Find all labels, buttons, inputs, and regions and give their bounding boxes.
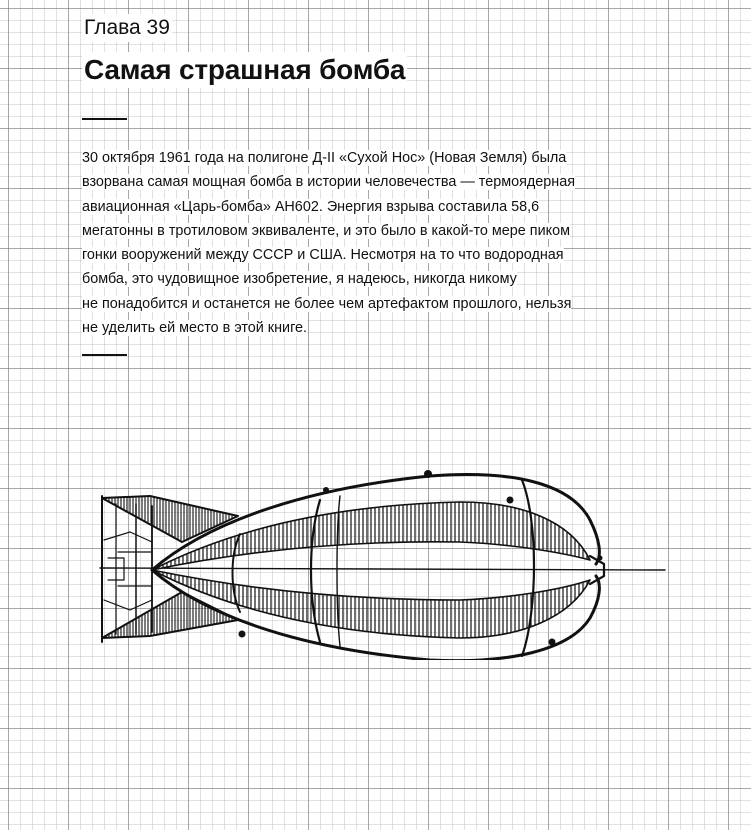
chapter-title: Самая страшная бомба (82, 52, 407, 88)
body-line: мегатонны в тротиловом эквиваленте, и это было в какой-то мере пиком (82, 222, 570, 239)
body-line: авиационная «Царь-бомба» АН602. Энергия взрыва составила 58,6 (82, 198, 540, 215)
top-divider (82, 118, 127, 120)
body-line: не уделить ей место в этой книге. (82, 320, 308, 337)
bomb-sketch-icon (90, 460, 670, 660)
bottom-divider (82, 354, 127, 356)
chapter-label: Глава 39 (82, 14, 172, 42)
body-line: гонки вооружений между СССР и США. Несмотря на то что водородная (82, 247, 564, 264)
body-line: бомба, это чудовищное изобретение, я надеюсь, никогда никому (82, 271, 517, 288)
body-paragraph (82, 146, 622, 340)
body-line: 30 октября 1961 года на полигоне Д-II «Сухой Нос» (Новая Земля) была (82, 150, 567, 166)
body-line: не понадобится и останется не более чем артефактом прошлого, нельзя (82, 295, 572, 312)
body-line: взорвана самая мощная бомба в истории человечества — термоядерная (82, 174, 576, 191)
